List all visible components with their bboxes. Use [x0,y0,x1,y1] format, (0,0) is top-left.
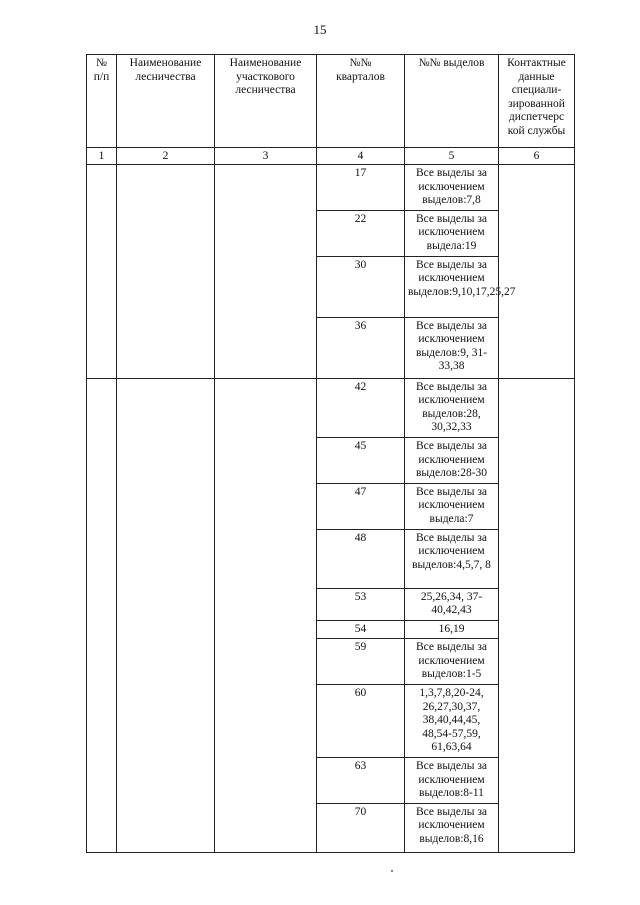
quarter-number-cell: 42 [317,378,405,437]
table-row [87,165,575,211]
quarter-number-cell: 54 [317,620,405,639]
table-header-row [87,55,575,148]
header-plots: №№ выделов [405,55,499,148]
plots-cell: 16,19 [405,620,499,639]
plots-cell: 1,3,7,8,20-24, 26,27,30,37, 38,40,44,45, 48,54-57,59, 61,63,64 [405,685,499,758]
header-contacts: Контактные данные специали- зированной диспетчерс кой службы [499,55,575,148]
plots-cell: Все выделы за исключением выделов:28, 30,32,33 [405,378,499,437]
row-number-cell [87,165,117,379]
header-forestry-name: Наименование лесничества [117,55,215,148]
column-number-row [87,148,575,165]
plots-cell: Все выделы за исключением выделов:4,5,7, 8 [405,529,499,588]
plots-cell: Все выделы за исключением выделов:8,16 [405,803,499,852]
scan-speck [391,870,393,872]
district-forestry-cell [215,165,317,379]
header-number: № п/п [87,55,117,148]
quarter-number-cell: 63 [317,758,405,804]
contacts-cell [499,165,575,379]
quarter-number-cell: 59 [317,639,405,685]
forestry-name-cell [117,378,215,852]
page-number: 15 [313,22,327,37]
quarter-number-cell: 53 [317,588,405,620]
table-body [87,165,575,853]
district-forestry-cell [215,378,317,852]
quarter-number-cell: 17 [317,165,405,211]
quarter-number-cell: 22 [317,210,405,256]
column-number: 1 [87,148,117,165]
quarter-number-cell: 47 [317,483,405,529]
plots-cell: Все выделы за исключением выделов:7,8 [405,165,499,211]
quarter-number-cell: 48 [317,529,405,588]
table-row [87,378,575,437]
column-number: 4 [317,148,405,165]
quarter-number-cell: 60 [317,685,405,758]
plots-cell: Все выделы за исключением выделов:9,10,17,25,27 [405,256,499,317]
forestry-name-cell [117,165,215,379]
plots-cell: 25,26,34, 37-40,42,43 [405,588,499,620]
plots-cell: Все выделы за исключением выделов:1-5 [405,639,499,685]
plots-cell: Все выделы за исключением выделов:8-11 [405,758,499,804]
column-number: 3 [215,148,317,165]
plots-cell: Все выделы за исключением выделов:9, 31-33,38 [405,317,499,378]
header-quarters: №№ кварталов [317,55,405,148]
column-number: 6 [499,148,575,165]
quarter-number-cell: 36 [317,317,405,378]
plots-cell: Все выделы за исключением выделов:28-30 [405,437,499,483]
plots-cell: Все выделы за исключением выдела:7 [405,483,499,529]
plots-cell: Все выделы за исключением выдела:19 [405,210,499,256]
quarter-number-cell: 45 [317,437,405,483]
forest-plots-table [86,54,575,853]
row-number-cell [87,378,117,852]
quarter-number-cell: 70 [317,803,405,852]
header-district-forestry-name: Наименование участкового лесничества [215,55,317,148]
column-number: 5 [405,148,499,165]
contacts-cell [499,378,575,852]
column-number: 2 [117,148,215,165]
quarter-number-cell: 30 [317,256,405,317]
